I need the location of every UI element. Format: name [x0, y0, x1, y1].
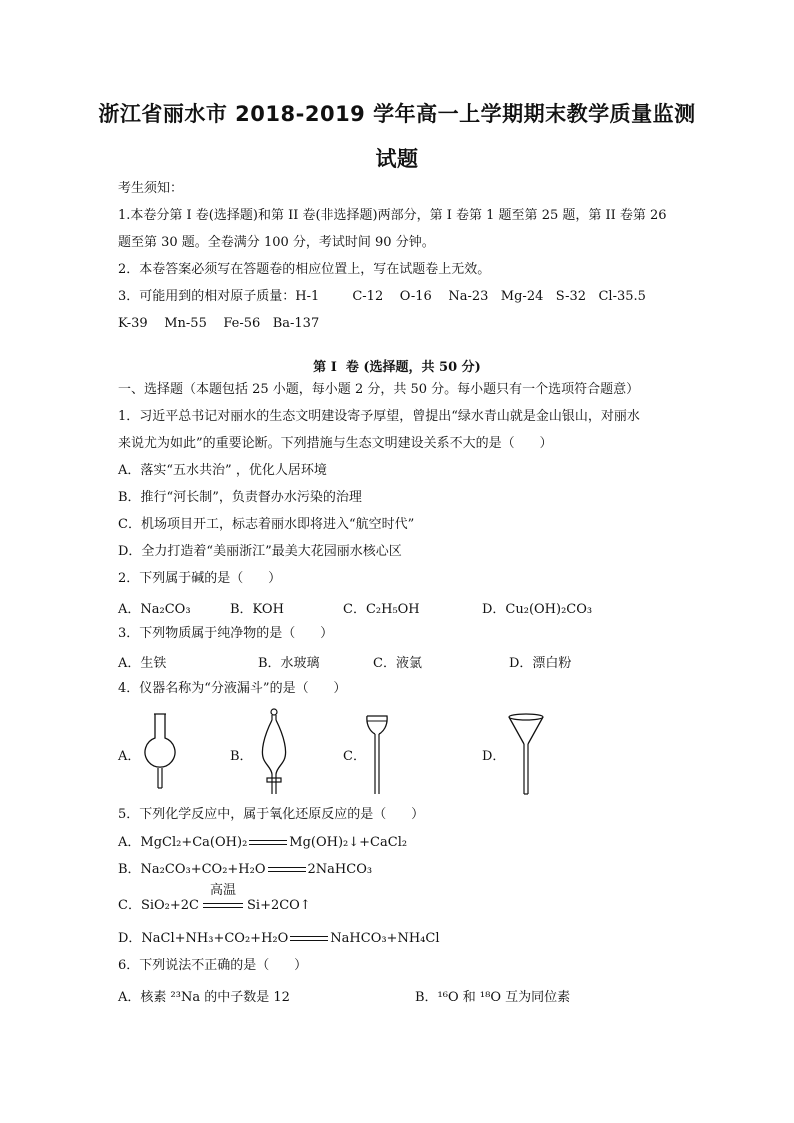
q1-option-b: B．推行“河长制”，负责督办水污染的治理: [118, 490, 362, 505]
q5-b-reactants: B．Na₂CO₃+CO₂+H₂O: [118, 862, 266, 877]
q2-stem: 2．下列属于碱的是（ ）: [118, 571, 282, 586]
notice-heading: 考生须知：: [118, 181, 184, 196]
q3-option-d: D．漂白粉: [509, 656, 572, 671]
notice-item-1a: 1.本卷分第 I 卷(选择题)和第 II 卷(非选择题)两部分，第 I 卷第 1 题至第 25 题，第 II 卷第 26: [118, 208, 667, 223]
q2-option-b: B．KOH: [230, 602, 284, 617]
round-bottom-flask-icon: [138, 712, 182, 792]
q3-stem: 3．下列物质属于纯净物的是（ ）: [118, 626, 334, 641]
exam-title-line1: 浙江省丽水市 2018-2019 学年高一上学期期末教学质量监测: [98, 102, 696, 126]
q4-option-a-label: A．: [118, 749, 141, 764]
notice-item-2: 2．本卷答案必须写在答题卷的相应位置上，写在试题卷上无效。: [118, 262, 491, 277]
q5-c-products: Si+2CO↑: [247, 898, 311, 913]
q1-stem-a: 1．习近平总书记对丽水的生态文明建设寄予厚望，曾提出“绿水青山就是金山银山，对丽水: [118, 409, 640, 424]
section-heading: 第 I 卷 (选择题，共 50 分): [313, 360, 481, 375]
q1-stem-b: 来说尤为如此”的重要论断。下列措施与生态文明建设关系不大的是（ ）: [118, 436, 553, 451]
q6-option-b: B．¹⁶O 和 ¹⁸O 互为同位素: [415, 990, 571, 1005]
equals-sign-icon: [290, 934, 328, 944]
equals-sign-icon: [249, 838, 287, 848]
separatory-funnel-icon: [254, 708, 294, 798]
notice-item-1b: 题至第 30 题。全卷满分 100 分，考试时间 90 分钟。: [118, 235, 435, 250]
q5-stem: 5．下列化学反应中，属于氧化还原反应的是（ ）: [118, 807, 425, 822]
q5-a-products: Mg(OH)₂↓+CaCl₂: [289, 835, 408, 850]
q2-option-d: D．Cu₂(OH)₂CO₃: [482, 602, 593, 617]
q5-c-reactants: C．SiO₂+2C: [118, 898, 199, 913]
q3-option-b: B．水玻璃: [258, 656, 320, 671]
q4-option-d-label: D．: [482, 749, 506, 764]
exam-title-line2: 试题: [375, 147, 419, 171]
q5-option-d: [118, 930, 439, 948]
q5-option-b: [118, 861, 372, 879]
q5-option-c: [118, 882, 311, 915]
q3-option-a: A．生铁: [118, 656, 167, 671]
thistle-funnel-icon: [362, 712, 392, 798]
q1-option-c: C．机场项目开工，标志着丽水即将进入“航空时代”: [118, 517, 415, 532]
notice-item-3b: K-39 Mn-55 Fe-56 Ba-137: [118, 316, 320, 331]
q1-option-a: A．落实“五水共治” ，优化人居环境: [118, 463, 327, 478]
common-funnel-icon: [506, 712, 546, 798]
q4-stem: 4．仪器名称为“分液漏斗”的是（ ）: [118, 681, 347, 696]
q5-option-a: [118, 834, 407, 852]
section-intro: 一、选择题（本题包括 25 小题，每小题 2 分，共 50 分。每小题只有一个选项符合题意）: [118, 382, 640, 397]
equals-sign-icon: [268, 865, 306, 875]
q4-option-c-label: C．: [343, 749, 366, 764]
q5-c-condition: 高温: [209, 882, 236, 898]
reaction-condition-arrow: [203, 882, 243, 912]
q6-option-a: A．核素 ²³Na 的中子数是 12: [118, 990, 290, 1005]
q6-stem: 6．下列说法不正确的是（ ）: [118, 958, 308, 973]
q5-d-reactants: D．NaCl+NH₃+CO₂+H₂O: [118, 931, 289, 946]
q2-option-a: A．Na₂CO₃: [118, 602, 191, 617]
q2-option-c: C．C₂H₅OH: [343, 602, 420, 617]
q5-a-reactants: A．MgCl₂+Ca(OH)₂: [118, 835, 248, 850]
q5-d-products: NaHCO₃+NH₄Cl: [330, 931, 440, 946]
q5-b-products: 2NaHCO₃: [307, 862, 373, 877]
q1-option-d: D．全力打造着“美丽浙江”最美大花园丽水核心区: [118, 544, 402, 559]
q3-option-c: C．液氯: [373, 656, 422, 671]
q4-option-b-label: B．: [230, 749, 253, 764]
notice-item-3a: 3．可能用到的相对原子质量：H-1 C-12 O-16 Na-23 Mg-24 S-32 Cl-35.5: [118, 289, 646, 304]
